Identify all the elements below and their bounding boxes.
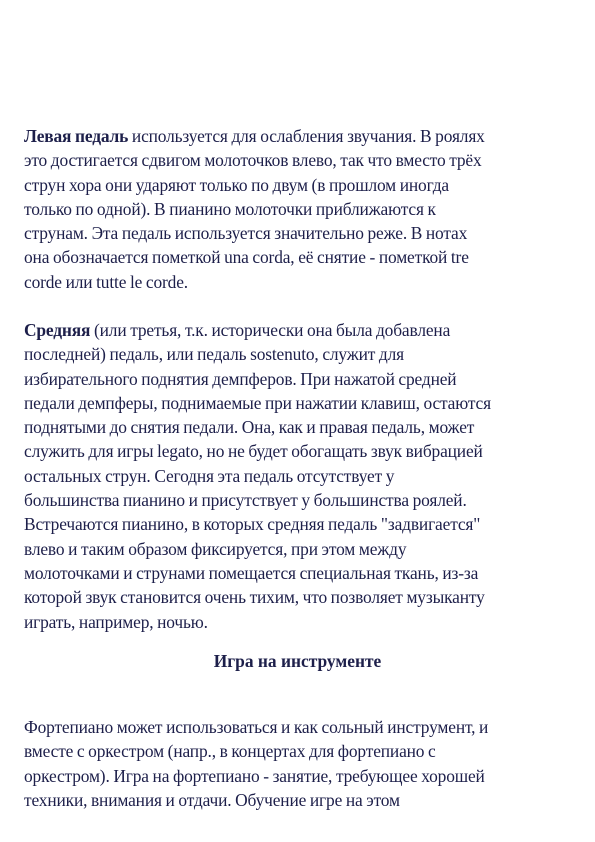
section-heading: Игра на инструменте [213, 651, 382, 671]
text-line: служить для игры legato, но не будет обогащать звук вибрацией [24, 441, 483, 462]
text-line: струнам. Эта педаль используется значительно реже. В нотах [24, 223, 468, 244]
text-line: вместе с оркестром (напр., в концертах для фортепиано с [24, 741, 436, 762]
text-line [24, 318, 576, 342]
text-line [24, 124, 576, 148]
text-line: это достигается сдвигом молоточков влево, так что вместо трёх [24, 150, 482, 171]
text-line: последней) педаль, или педаль sostenuto, служит для [24, 344, 404, 365]
text-line: только по одной). В пианино молоточки приближаются к [24, 198, 436, 219]
text-line: которой звук становится очень тихим, что позволяет музыканту [24, 587, 485, 608]
text-line: струн хора они ударяют только по двум (в прошлом иногда [24, 174, 449, 195]
text-line: оркестром). Игра на фортепиано - занятие, требующее хорошей [24, 765, 485, 786]
text-line: молоточками и струнами помещается специальная ткань, из-за [24, 562, 479, 583]
paragraph-left-pedal [24, 124, 576, 294]
text-line: педали демпферы, поднимаемые при нажатии клавиш, остаются [24, 392, 491, 413]
text-line: большинства пианино и присутствует у большинства роялей. [24, 490, 467, 511]
text-line-content: используется для ослабления звучания. В роялях [128, 126, 485, 146]
text-line: техники, внимания и отдачи. Обучение игре на этом [24, 789, 400, 810]
text-line: влево и таким образом фиксируется, при этом между [24, 538, 407, 559]
text-line: Фортепиано может использоваться и как сольный инструмент, и [24, 717, 489, 737]
text-line: corde или tutte le corde. [24, 271, 188, 292]
text-line-content: (или третья, т.к. исторически она была добавлена [90, 320, 451, 340]
text-line: Встречаются пианино, в которых средняя педаль "задвигается" [24, 514, 481, 535]
text-line: она обозначается пометкой una corda, её снятие - пометкой tre [24, 247, 469, 268]
paragraph-middle-pedal [24, 318, 576, 634]
paragraph-playing [24, 715, 576, 812]
term-middle-pedal: Средняя [24, 320, 91, 340]
text-line: играть, например, ночью. [24, 611, 208, 632]
text-line: остальных струн. Сегодня эта педаль отсутствует у [24, 465, 395, 486]
term-left-pedal: Левая педаль [24, 126, 129, 146]
text-line: избирательного поднятия демпферов. При нажатой средней [24, 368, 457, 389]
text-line: поднятыми до снятия педали. Она, как и правая педаль, может [24, 417, 475, 438]
